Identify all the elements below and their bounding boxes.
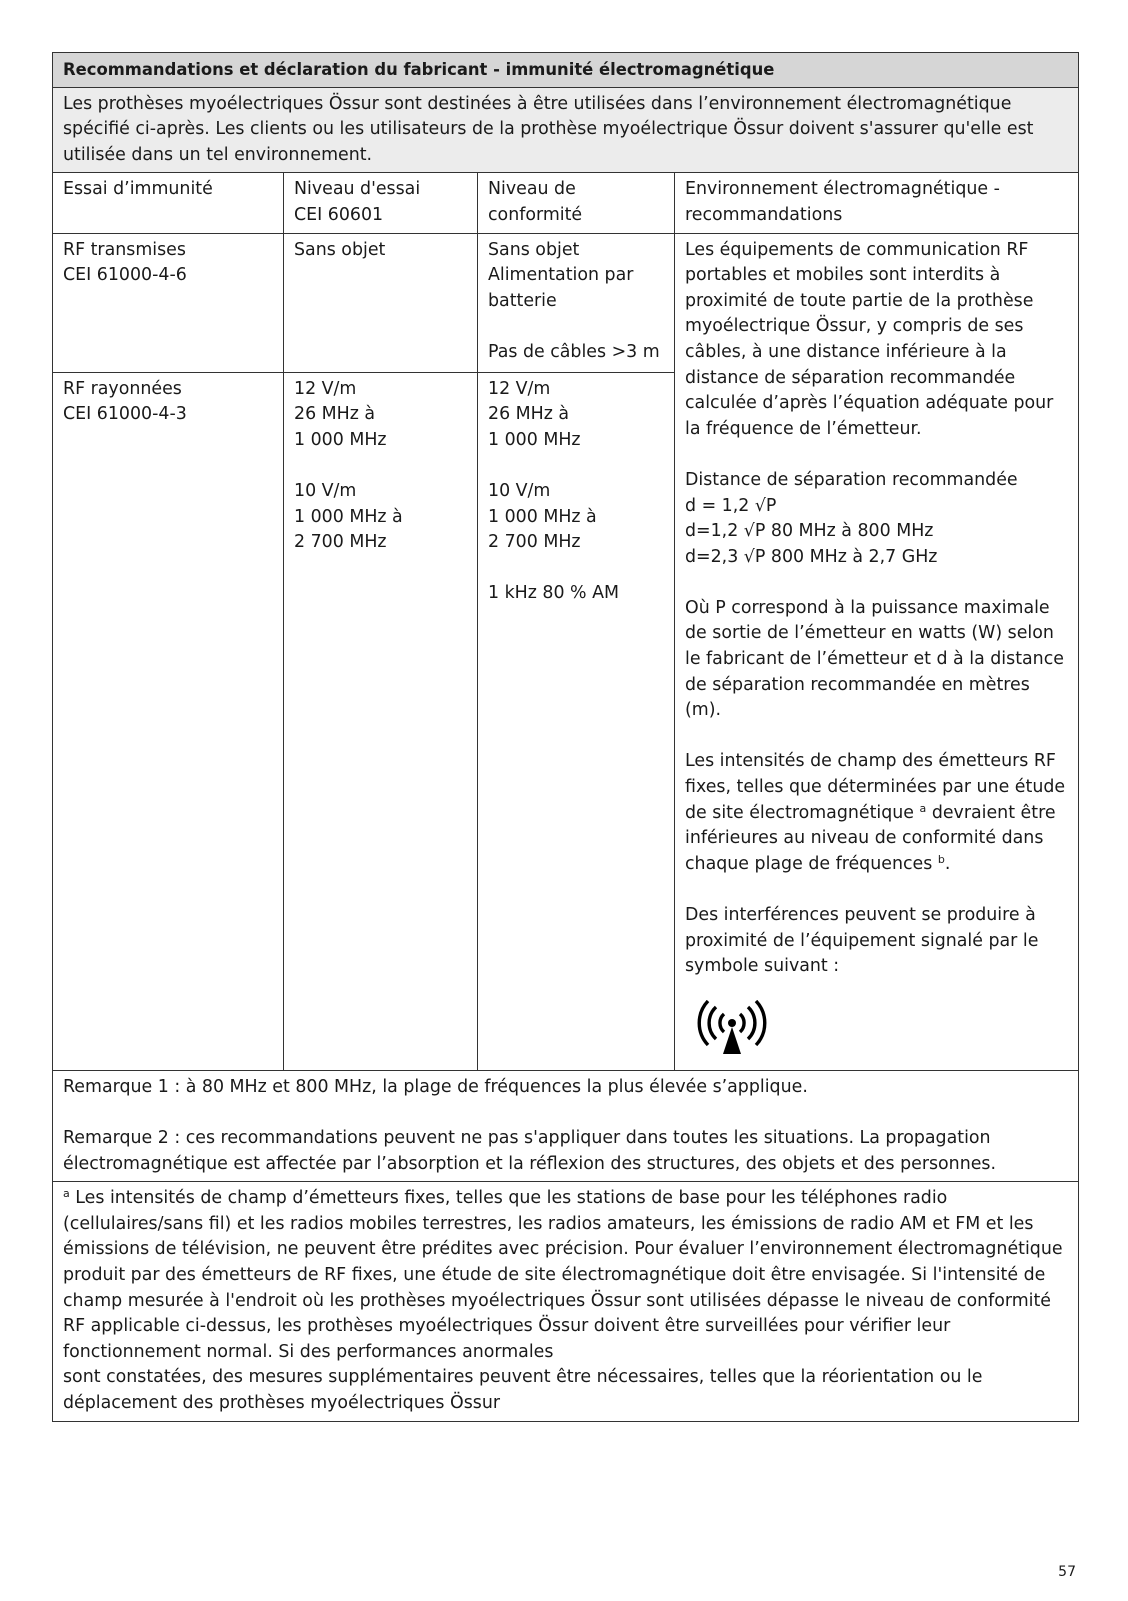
radiated-compliance-line-7: 1 kHz 80 % AM <box>488 583 620 604</box>
footnote-a <box>63 1186 1068 1365</box>
table-title: Recommandations et déclaration du fabricant - immunité électromagnétique <box>53 53 1079 88</box>
env-paragraph-4-end: . <box>944 853 951 874</box>
header-environment-line-2: recommandations <box>685 204 843 225</box>
environment-cell <box>675 233 1079 1070</box>
immunity-table <box>52 52 1079 1422</box>
radiated-level-line-5: 1 000 MHz à <box>294 506 403 527</box>
env-footnote-ref-b: b <box>937 852 945 866</box>
radiated-compliance-line-5: 1 000 MHz à <box>488 506 597 527</box>
radiated-level-line-4: 10 V/m <box>294 480 357 501</box>
env-paragraph-1: Les équipements de communication RF portables et mobiles sont interdits à proximité de toute partie de la prothèse myoélectrique Össur, y compris de ses câbles, à une distance inférieure à la distance de séparation recommandée calculée d’après l’équation adéquate pour la fréquence de l’émetteur. <box>685 239 1054 439</box>
radiated-level-cell <box>284 372 478 1070</box>
radiated-compliance-line-1: 12 V/m <box>488 378 551 399</box>
header-level-line-1: Niveau d'essai <box>294 179 421 200</box>
column-header-row <box>53 173 1079 233</box>
header-test <box>53 173 284 233</box>
header-environment <box>675 173 1079 233</box>
conducted-compliance-line-1: Sans objet <box>488 239 580 260</box>
header-environment-line-1: Environnement électromagnétique - <box>685 179 1000 200</box>
table-title-row <box>53 53 1079 88</box>
conducted-compliance-cell <box>478 233 675 372</box>
remarks-cell <box>53 1070 1079 1181</box>
radiated-compliance-line-3: 1 000 MHz <box>488 429 581 450</box>
radiated-level-line-3: 1 000 MHz <box>294 429 387 450</box>
env-paragraph-5: Des interférences peuvent se produire à proximité de l’équipement signalé par le symbole suivant : <box>685 905 1039 977</box>
header-level-line-2: CEI 60601 <box>294 204 384 225</box>
conducted-test-standard: CEI 61000-4-6 <box>63 265 187 286</box>
env-formula-1: d = 1,2 √P <box>685 495 777 516</box>
header-compliance-line-1: Niveau de <box>488 179 576 200</box>
radiated-compliance-line-6: 2 700 MHz <box>488 532 581 553</box>
footnote-cell <box>53 1182 1079 1421</box>
env-paragraph-4-part-b: devraient être inférieures au niveau de conformité dans chaque plage de fréquences <box>685 802 1056 874</box>
conducted-test-name: RF transmises <box>63 239 186 260</box>
env-footnote-ref-a: a <box>919 801 927 815</box>
header-compliance-line-2: conformité <box>488 204 583 225</box>
radiated-test-name: RF rayonnées <box>63 378 182 399</box>
conducted-test-cell <box>53 233 284 372</box>
env-paragraph-4-part-a: Les intensités de champ des émetteurs RF fixes, telles que déterminées par une étude de site électromagnétique <box>685 751 1066 823</box>
footnote-a-marker: a <box>63 1187 70 1201</box>
remark-1: Remarque 1 : à 80 MHz et 800 MHz, la plage de fréquences la plus élevée s’applique. <box>63 1076 808 1097</box>
radiated-compliance-cell <box>478 372 675 1070</box>
remark-2: Remarque 2 : ces recommandations peuvent ne pas s'appliquer dans toutes les situations. La propagation électromagnétique est affectée par l’absorption et la réflexion des structures, des objets et des personnes. <box>63 1127 997 1174</box>
header-test-label: Essai d’immunité <box>63 179 213 200</box>
non-ionizing-radiation-icon <box>697 1000 767 1060</box>
table-row-conducted-rf <box>53 233 1079 372</box>
remarks-row <box>53 1070 1079 1181</box>
conducted-level-cell <box>284 233 478 372</box>
env-formula-3: d=2,3 √P 800 MHz à 2,7 GHz <box>685 546 938 567</box>
env-formula-2: d=1,2 √P 80 MHz à 800 MHz <box>685 521 934 542</box>
table-intro-row <box>53 87 1079 173</box>
env-paragraph-3: Où P correspond à la puissance maximale de sortie de l’émetteur en watts (W) selon le fabricant de l’émetteur et d à la distance de séparation recommandée en mètres (m). <box>685 597 1064 721</box>
radiated-level-line-2: 26 MHz à <box>294 404 376 425</box>
env-paragraph-4 <box>685 749 1068 877</box>
table-intro: Les prothèses myoélectriques Össur sont destinées à être utilisées dans l’environnement électromagnétique spécifié ci-après. Les clients ou les utilisateurs de la prothèse myoélectrique Össur doivent s'assurer qu'elle est utilisée dans un tel environnement. <box>53 87 1079 173</box>
conducted-compliance-line-3: Pas de câbles >3 m <box>488 341 660 362</box>
radiated-test-standard: CEI 61000-4-3 <box>63 404 187 425</box>
page-number: 57 <box>1058 1564 1076 1580</box>
radiated-level-line-1: 12 V/m <box>294 378 357 399</box>
header-test-level <box>284 173 478 233</box>
footnote-a-text-1: Les intensités de champ d’émetteurs fixes, telles que les stations de base pour les téléphones radio (cellulaires/sans fil) et les radios mobiles terrestres, les radios amateurs, les émissions de radio AM et FM et les émissions de télévision, ne peuvent être prédites avec précision. Pour évaluer l’environnement électromagnétique produit par des émetteurs de RF fixes, une étude de site électromagnétique doit être envisagée. Si l'intensité de champ mesurée à l'endroit où les prothèses myoélectriques Össur sont utilisées dépasse le niveau de conformité RF applicable ci-dessus, les prothèses myoélectriques Össur doivent être surveillées pour vérifier leur fonctionnement normal. Si des performances anormales <box>63 1188 1063 1362</box>
radiated-compliance-line-2: 26 MHz à <box>488 404 570 425</box>
footnote-a-text-2: sont constatées, des mesures supplémentaires peuvent être nécessaires, telles que la réorientation ou le déplacement des prothèses myoélectriques Össur <box>63 1367 983 1413</box>
conducted-compliance-line-2: Alimentation par batterie <box>488 265 634 311</box>
radiated-level-line-6: 2 700 MHz <box>294 532 387 553</box>
radiated-compliance-line-4: 10 V/m <box>488 480 551 501</box>
conducted-level-value: Sans objet <box>294 239 386 260</box>
footnote-row <box>53 1182 1079 1421</box>
header-compliance <box>478 173 675 233</box>
radiated-test-cell <box>53 372 284 1070</box>
env-distance-title: Distance de séparation recommandée <box>685 469 1018 490</box>
